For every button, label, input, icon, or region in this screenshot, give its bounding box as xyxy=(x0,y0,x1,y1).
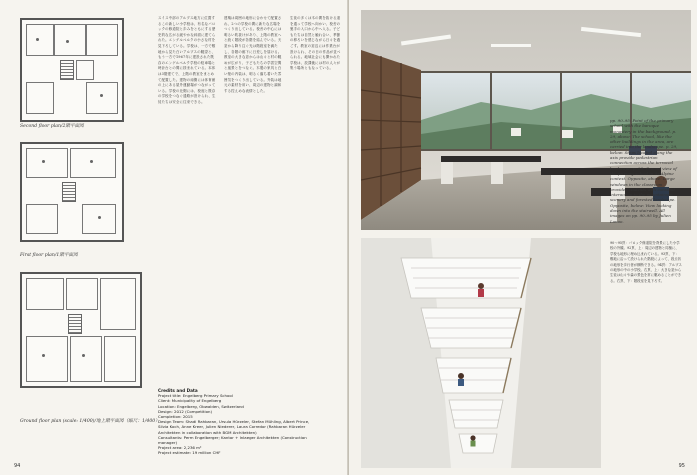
credit-line: Design: 2012 (Competition) xyxy=(158,408,212,414)
second-floor-plan xyxy=(20,18,124,122)
credits-heading: Credits and Data xyxy=(158,388,198,393)
ground-floor-caption: Ground floor plan (scale: 1/400)/地上階平面図（縮尺：1/400） xyxy=(20,419,160,424)
second-floor-caption: Second floor plan/2階平面図 xyxy=(20,124,84,129)
first-floor-plan xyxy=(20,142,124,242)
credit-line: Project estimate: 19 million CHF xyxy=(158,450,221,456)
credit-line: Architekten in collaboration with BGM Architekten) xyxy=(158,429,257,435)
page-number-right: 95 xyxy=(678,463,685,469)
credit-line: Project area: 2,236 m² xyxy=(158,445,202,451)
credit-line: manager) xyxy=(158,440,178,446)
body-text-column-2: 建築は周囲の地形に合わせて配置され、2つの学校の間に新たな広場をつくり出している。校舎の中心には明るい吹抜けがあり、上階の教室へと続く階段が各階を結んでいる。天窓から降り注ぐ光は階段室を満たし、各階の廊下に日差しを届ける。教室の大きな窓からは山々と村の眺めが広がり、子どもたちの学習空間と風景とをつなぐ。木製の家具と白い壁の内装は、明るく落ち着いた雰囲気をつくり出している。外装は地元の素材を用い、周辺の建物と調和する控えめな表情とした。 xyxy=(224,16,282,93)
credit-line: Design Team: Shadi Rahbaran, Ursula Hürzeler, Stefan Mühling, Albert Prince, xyxy=(158,419,310,425)
credits-block xyxy=(158,388,338,456)
right-page xyxy=(349,0,697,475)
credit-line: Location: Engelberg, Obwalden, Switzerland xyxy=(158,403,244,409)
credit-line: Completion: 2015 xyxy=(158,414,193,420)
credit-line: Project title: Engelberg Primary School xyxy=(158,393,233,399)
credit-line: Silvia Koch, Anne Kreer, Julien Niederer, Laura Corredor (Rahbaran Hürzeler xyxy=(158,424,306,430)
body-text-column-1: スイス中部のアルプス地方に位置するこの新しい小学校は、有名なバロックの修道院と歩みをともにする歴史的な広がる緩やかな斜面に建てられた。エンゲルベルクの小さな村を見下ろしている。学校は、一方で敷地から見た白いアルプスの眺望と、もう一方で1967年に建設された既存のエンゲルベルク学校の駐車場と時計台との間に挟まれている。本体は3階建てで、上階の教室をまとめて配置した。建物の南側には体育館の上にある屋外運動場がつながっている。学校の北側には、校庭と既存の学校をつなぐ通路が設けられ、生徒たちは安全に往来できる。 xyxy=(158,16,216,104)
ground-floor-plan xyxy=(20,272,142,388)
credit-line: Client: Municipality of Engelberg xyxy=(158,398,222,404)
credit-line: Consultants: Perm Engelberger; Kantor + Inlaeger Architekten (Construction xyxy=(158,434,307,440)
photo-caption-japanese: 90〜95頁：バロック修道院を背景にした小学校の外観。92頁、上：周辺の建物と同様に、学校も地形に埋め込まれている。93頁、下：敷地に沿って設けられた階段によって、段丘状の地形を歩行者が横断できる。94頁：アルプスの地形の中の小学校。右頁、上：大きな窓から生徒は山々や森の景色を常に眺めることができる。右頁、下：階段室を見下ろす。 xyxy=(610,241,682,283)
left-page xyxy=(0,0,348,475)
photo-caption-english: pp. 90–95: Point of the primary school with the baroque monastery in the background. p. 29, above: The school, like the other buildings in the area, are carried into the landscape. p. 29, below: Steps located along the axis provide pedestrian connection across the terraced landscape. p. 28: Ground view of the primary school in its Alpine context. Opposite, above: Large windows in the classroom provides students with constant interaction to the mountainous scenery and forested landscape. Opposite, below: View looking down into the stairwell. All images on pp. 90–95 by Julien Lanoo. xyxy=(610,118,678,224)
page-number-left: 94 xyxy=(14,463,21,469)
body-text-column-3: 生徒の多くは木の間を抜ける道を通って学校へ向かい、校舎の裏手の入口から中へ入る。子どもたちは自然と触れ合い、季節の移ろいを感じながら日々を過ごす。教室の窓辺には作業台が設けられ、その日の作品が並べられる。地域社会にも開かれた学校は、放課後には村の人々が集う場所ともなっている。 xyxy=(290,16,341,71)
stairwell-photo xyxy=(361,238,601,468)
first-floor-caption: First floor plan/1階平面図 xyxy=(20,253,78,258)
stairwell-photo-graphic xyxy=(361,238,601,468)
